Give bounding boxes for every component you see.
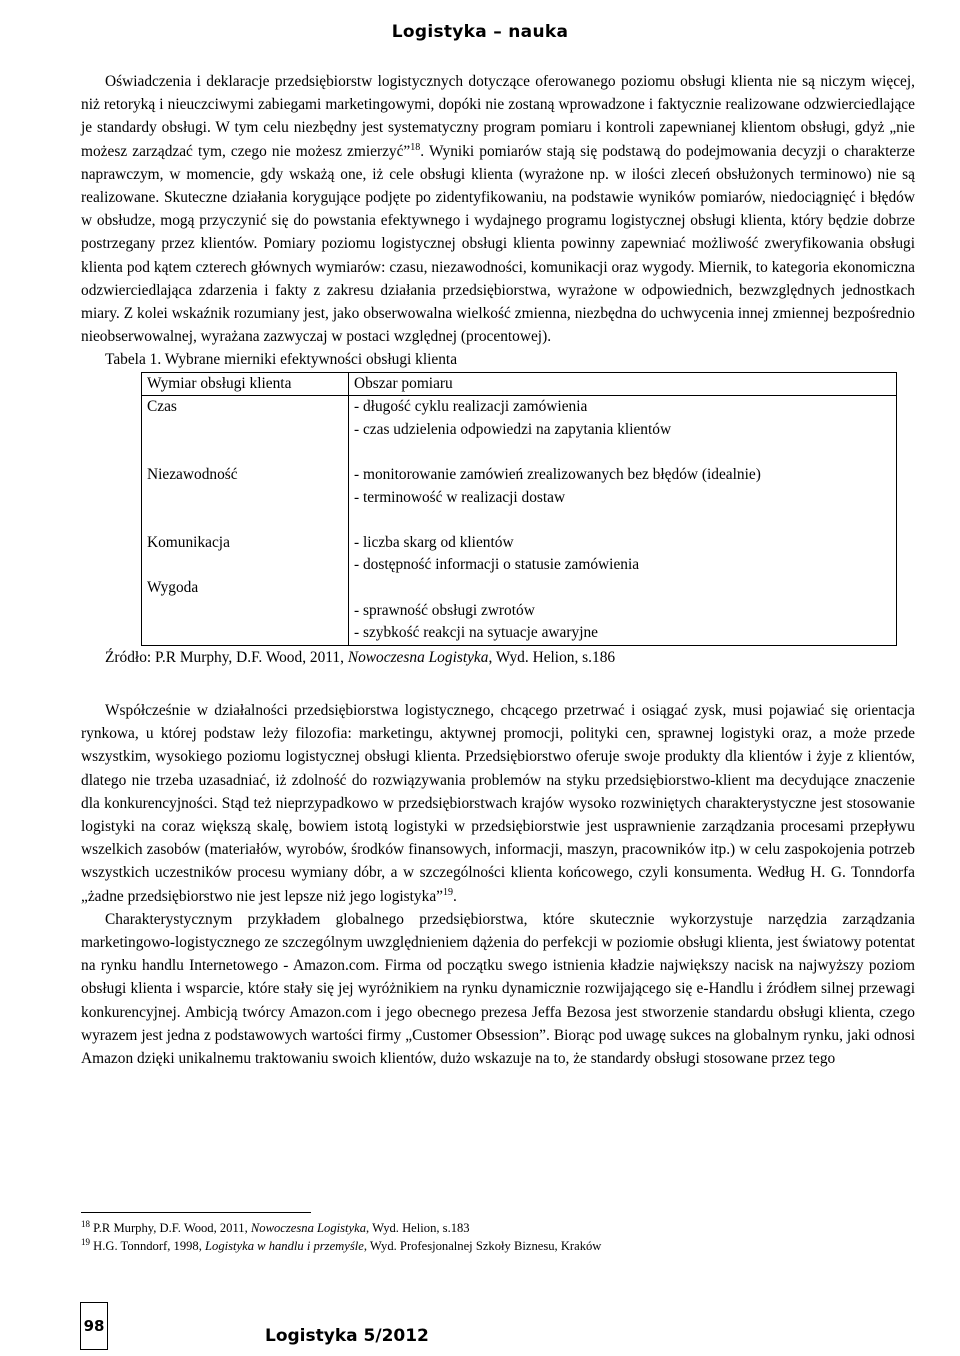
footnote-19: $^{19}$ H.G. Tonndorf, 1998, Logistyka w handlu i przemyśle, Wyd. Profesjonalnej Szkoły Biznesu, Kraków [81, 1236, 602, 1253]
paragraph-3: Charakterystycznym przykładem globalnego przedsiębiorstwa, które skutecznie wykorzystuje narzędzia zarządzania marketingowo-logistycznego ze szczególnym uwzględnieniem dążenia do perfekcji w poziomie obsługi klienta, jest światowy potentat na rynku handlu Internetowego - Amazon.com. Firma od początku swego istnienia kładzie największy nacisk na najwyższy poziom obsługi klienta i wsparcie, które stały się jej wyróżnikiem na rynku dynamicznie rozwijającego się e-Handlu i źródłem silnej przewagi konkurencyjnej. Ambicją twórcy Amazon.com i jego obecnego prezesa Jeffa Bezosa jest stworzenie standardu obsługi klienta, czego wyrazem jest jedna z podstawowych wartości firmy „Customer Obsession”. Biorąc pod uwagę sukces na globalnym rynku, jaki odnosi Amazon dzięki unikalnemu traktowaniu swoich klientów, dużo wskazuje na to, że standardy obsługi stosowane przez tego [81, 910, 915, 1068]
table-cell-dimension: Niezawodność [142, 464, 349, 532]
table-cell-area: - sprawność obsługi zwrotów - szybkość reakcji na sytuacje awaryjne [349, 600, 897, 646]
table-cell-dimension: Czas [142, 396, 349, 464]
footer-title: Logistyka 5/2012 [265, 1326, 429, 1346]
footnotes [81, 1212, 915, 1255]
running-header: Logistyka – nauka [391, 22, 569, 42]
footnote-18: $^{18}$ P.R Murphy, D.F. Wood, 2011, Nowoczesna Logistyka, Wyd. Helion, s.183 [81, 1218, 470, 1235]
table-cell-dimension: Komunikacja Wygoda [142, 532, 349, 600]
table-cell-area: - liczba skarg od klientów - dostępność informacji o statusie zamówienia [349, 532, 897, 600]
footnote-ref-19[interactable]: 19 [442, 886, 453, 898]
table-header-area: Obszar pomiaru [349, 372, 897, 396]
table-row [142, 600, 897, 646]
table-cell-area: - monitorowanie zamówień zrealizowanych bez błędów (idealnie) - terminowość w realizacji dostaw [349, 464, 897, 532]
table-source: Źródło: P.R Murphy, D.F. Wood, 2011, Nowoczesna Logistyka, Wyd. Helion, s.186 [105, 648, 616, 666]
paragraph-1: Oświadczenia i deklaracje przedsiębiorstw logistycznych dotyczące oferowanego poziomu obsługi klienta nie są niczym więcej, niż retoryką i nieuczciwymi zabiegami marketingowymi, dopóki nie zostaną wprowadzone i faktycznie realizowane odzwierciedlające je standardy obsługi. W tym celu niezbędny jest systematyczny program pomiaru i kontroli zapewnianej klientom obsługi, gdyż „nie możesz zarządzać tym, czego nie możesz zmierzyć”$^{18}$. Wyniki pomiarów stają się podstawą do podejmowania decyzji o charakterze naprawczym, w momencie, gdy wskażą one, iż cele obsługi klienta (wyrażone np. w ilości zleceń obsłużonych terminowo) nie są realizowane. Skuteczne działania korygujące podjęte po zidentyfikowaniu, na podstawie wyników pomiarów, niedociągnięć i błędów w obsłudze, mogą przyczynić się do powstania efektywnego i wydajnego programu logistycznej obsługi klienta, który będzie dobrze postrzegany przez klientów. Pomiary poziomu logistycznej obsługi klienta powinny zapewniać możliwość zweryfikowania obsługi klienta pod kątem czterech głównych wymiarów: czasu, niezawodności, komunikacji oraz wygody. Miernik, to kategoria ekonomiczna odzwierciedlająca zdarzenia i fakty z zakresu działania przedsiębiorstwa, wyrażone w odpowiednich, bezwzględnych jednostkach miary. Z kolei wskaźnik rozumiany jest, jako obserwowalna wielkość zmienna, niezbędna do uchwycenia innej zmiennej bezpośrednio nieobserwowalnej, wyrażana zazwyczaj w postaci względnej (procentowej). [81, 73, 915, 346]
article-body [81, 70, 915, 1070]
footnote-divider [81, 1212, 311, 1213]
table-header-dimension: Wymiar obsługi klienta [142, 372, 349, 396]
metrics-table [141, 372, 897, 646]
table-caption: Tabela 1. Wybrane mierniki efektywności obsługi klienta [105, 351, 458, 369]
table-cell-dimension [142, 600, 349, 646]
table-row [142, 532, 897, 600]
table-header-row [142, 372, 897, 396]
page-number: 98 [80, 1302, 108, 1350]
paragraph-2: Współcześnie w działalności przedsiębiorstwa logistycznego, chcącego przetrwać i osiągać zysk, musi pojawiać się orientacja rynkowa, u której podstaw leży filozofia: marketingu, aktywnej promocji, polityki cen, sprawnej logistyki oraz, a może przede wszystkim, wysokiego poziomu logistycznej obsługi klienta. Przedsiębiorstwo oferuje swoje produkty dla klientów i żyje z klientów, dlatego nie trzeba uzasadniać, iż zdolność do rozwiązywania problemów na styku przedsiębiorstwo-klient ma decydujące znaczenie dla konkurencyjności. Stąd też nieprzypadkowo w przedsiębiorstwach krajów wysoko rozwiniętych charakterystyczne jest stosowanie logistyki na coraz większą skalę, bowiem istotą logistyki w przedsiębiorstwie jest usprawnienie zarządzania procesami przepływu wszelkich zasobów (materiałów, wyrobów, środków finansowych, informacji, maszyn, pracowników itp.) w celu zaspokojenia potrzeb wszystkich uczestników procesu wymiany dóbr, a w szczególności klienta końcowego, czyli konsumenta. Według H. G. Tonndorfa „żadne przedsiębiorstwo nie jest lepsze niż jego logistyka”$^{19}$. [81, 701, 915, 905]
table-row [142, 396, 897, 464]
table-row [142, 464, 897, 532]
footnote-ref-18[interactable]: 18 [410, 141, 421, 153]
table-cell-area: - długość cyklu realizacji zamówienia - czas udzielenia odpowiedzi na zapytania klientów [349, 396, 897, 464]
